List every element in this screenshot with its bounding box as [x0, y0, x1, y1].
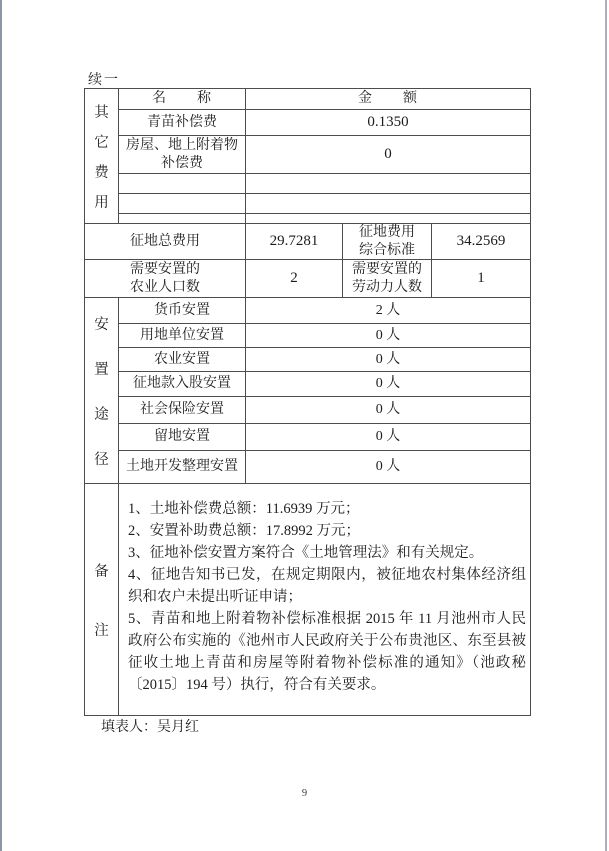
- agri-population-value: 2: [246, 260, 343, 297]
- vertical-label-char: 它: [94, 134, 109, 151]
- vertical-label-char: 途: [94, 406, 109, 423]
- row-label: 土地开发整理安置: [119, 451, 246, 483]
- header-name: 名 称: [119, 89, 246, 109]
- resettlement-rows: [119, 298, 530, 483]
- row-label-line2: 补偿费: [161, 155, 203, 171]
- vertical-label-char: 备: [94, 563, 109, 580]
- row-value: 0: [384, 146, 392, 163]
- row-value: 0.1350: [367, 114, 409, 131]
- vertical-label-char: 置: [94, 361, 109, 378]
- vertical-label-char: 径: [94, 451, 109, 468]
- vertical-label-char: 注: [94, 622, 109, 639]
- comprehensive-standard-value: 34.2569: [456, 233, 506, 250]
- vertical-label-char: 费: [94, 164, 109, 181]
- total-cost-value: 29.7281: [246, 224, 343, 259]
- table-row-total-cost: [85, 224, 530, 260]
- row-label-line1: 房屋、地上附着物: [126, 138, 238, 153]
- row-label: [119, 136, 246, 173]
- compensation-table: [84, 88, 531, 716]
- table-header-row: [119, 89, 530, 110]
- remarks-vertical-label: [85, 484, 119, 715]
- label-line1: 需要安置的: [130, 262, 200, 277]
- labor-count-value: 1: [477, 270, 485, 287]
- resettlement-vertical-label: [85, 298, 119, 483]
- row-value: 2 人: [375, 302, 401, 318]
- comprehensive-standard-label: [343, 224, 432, 259]
- row-value: 0 人: [375, 429, 401, 445]
- row-value: [246, 194, 530, 213]
- label-line2: 综合标准: [359, 242, 415, 258]
- table-row-agriculture: [119, 348, 530, 372]
- page-number: 9: [301, 788, 308, 799]
- remarks-content: [119, 484, 530, 715]
- row-value: [246, 214, 530, 223]
- vertical-label-char: 其: [94, 104, 109, 121]
- row-label: 社会保险安置: [119, 397, 246, 423]
- label-line2: 农业人口数: [130, 279, 200, 295]
- total-cost-label: 征地总费用: [85, 224, 246, 259]
- header-amount: 金 额: [358, 91, 418, 107]
- table-row-population: [85, 260, 530, 298]
- label-line2: 劳动力人数: [352, 279, 422, 295]
- vertical-label-char: 用: [94, 194, 109, 211]
- remark-item: 4、征地告知书已发，在规定期限内，被征地农村集体经济组织和农户未提出听证申请；: [128, 567, 526, 605]
- row-value: 0 人: [375, 351, 401, 367]
- label-line1: 需要安置的: [352, 262, 422, 277]
- row-label: 青苗补偿费: [119, 110, 246, 135]
- table-row-empty: [119, 214, 530, 223]
- section-resettlement: [85, 298, 530, 484]
- table-row-employer: [119, 324, 530, 348]
- row-label: [119, 174, 246, 193]
- remark-item: 3、征地补偿安置方案符合《土地管理法》和有关规定。: [128, 545, 484, 561]
- scan-edge-right: [605, 0, 607, 851]
- other-fees-vertical-label: [85, 89, 119, 223]
- preparer-label: 填表人：吴月红: [101, 720, 199, 735]
- row-label: 用地单位安置: [119, 324, 246, 347]
- row-label: [119, 214, 246, 223]
- remark-item: 5、青苗和地上附着物补偿标准根据 2015 年 11 月池州市人民政府公布实施的《池州市人民政府关于公布贵池区、东至县被征收土地上青苗和房屋等附着物补偿标准的通知》（池政秘〔2015〕194 号）执行，符合有关要求。: [128, 611, 526, 693]
- table-row-empty: [119, 174, 530, 194]
- row-value: 0 人: [375, 376, 401, 392]
- table-row-monetary: [119, 298, 530, 324]
- label-line1: 征地费用: [359, 225, 415, 240]
- table-row-land-development: [119, 451, 530, 483]
- row-label: 征地款入股安置: [119, 372, 246, 396]
- section-other-fees: [85, 89, 530, 224]
- row-value: [246, 174, 530, 193]
- table-row-seedling-fee: [119, 110, 530, 136]
- scan-edge-left: [0, 0, 2, 851]
- continuation-label: 续一: [88, 73, 120, 88]
- agri-population-label: [85, 260, 246, 297]
- row-label: 留地安置: [119, 424, 246, 450]
- remark-item: 2、安置补助费总额：17.8992 万元；: [128, 523, 360, 539]
- labor-count-label: [343, 260, 432, 297]
- row-value: 0 人: [375, 327, 401, 343]
- table-row-equity: [119, 372, 530, 397]
- table-row-house-fee: [119, 136, 530, 174]
- remark-item: 1、土地补偿费总额：11.6939 万元；: [128, 501, 360, 517]
- section-remarks: [85, 484, 530, 715]
- table-row-reserved-land: [119, 424, 530, 451]
- vertical-label-char: 安: [94, 316, 109, 333]
- row-label: 货币安置: [119, 298, 246, 323]
- row-value: 0 人: [375, 459, 401, 475]
- row-label: [119, 194, 246, 213]
- table-row-social-insurance: [119, 397, 530, 424]
- other-fees-rows: [119, 89, 530, 223]
- row-label: 农业安置: [119, 348, 246, 371]
- row-value: 0 人: [375, 402, 401, 418]
- table-row-empty: [119, 194, 530, 214]
